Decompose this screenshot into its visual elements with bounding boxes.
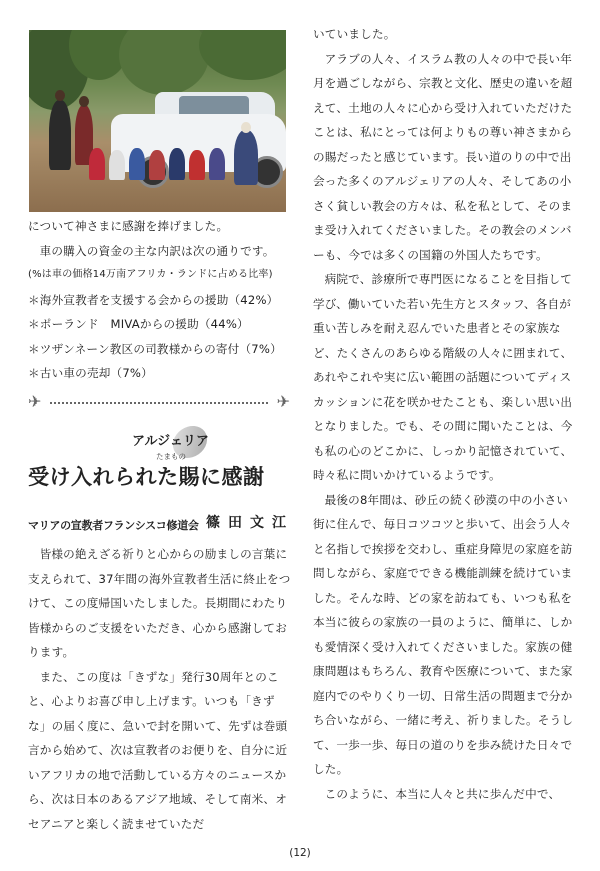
funding-item: ＊古い車の売却（7%） bbox=[28, 366, 153, 380]
paragraph: このように、本当に人々と共に歩んだ中で、 bbox=[324, 786, 561, 801]
paragraph: 皆様の絶えざる祈りと心からの励ましの言葉に支えられて、37年間の海外宣教者生活に終止をつけて、この度帰国いたしました。長期間にわたり皆様からのご支援をいただき、心から感謝しております。 bbox=[28, 547, 291, 659]
left-column bbox=[28, 214, 292, 386]
paragraph: 最後の8年間は、砂丘の続く砂漠の中の小さい街に住んで、毎日コツコツと歩いて、出会う人々と名指しで挨拶を交わし、重症身障児の家庭を訪問しながら、家庭でできる機能訓練を続けていました。そんな時、どの家を訪ねても、いつも私を本当に彼らの家族の一員のように、簡単に、しかも愛情深く受け入れてくださいました。家族の健康問題はもちろん、教育や医療について、また家庭内でのやりくり一切、日常生活の問題まで分かち合いながら、一緒に考え、祈りました。そうして、一歩一歩、毎日の道のりを歩み続けた日々でした。 bbox=[313, 492, 574, 776]
section-divider bbox=[28, 392, 290, 412]
author-name: 篠田文江 bbox=[206, 515, 294, 531]
funding-item: ＊海外宣教者を支援する会からの援助（42%） bbox=[28, 292, 279, 307]
paragraph: いていました。 bbox=[313, 27, 396, 41]
paragraph: 病院で、診療所で専門医になることを目指して学び、働いていた若い先生方とスタッフ、各自が重い苦しみを耐え忍んでいた患者とその家族など、たくさんのあらゆる階級の人々に囲まれて、あれやこれや実に広い範囲の話題についてディスカッションに花を咲かせたことも、楽しい思い出となりました。でも、その間に聞いたことは、今も私の心のどこかに、しっかり記憶されていて、時々私に問いかけているようです。 bbox=[313, 272, 573, 482]
title-text: 受け入れられた賜に感謝 bbox=[28, 465, 265, 489]
title-ruby: たまもの bbox=[156, 452, 186, 461]
funding-intro: 車の購入の資金の主な内訳は次の通りです。 bbox=[39, 243, 275, 258]
author-line bbox=[28, 514, 294, 533]
funding-item: ＊ポーランド MIVAからの援助（44%） bbox=[28, 317, 249, 331]
left-body bbox=[28, 542, 292, 836]
page-number: (12) bbox=[289, 847, 311, 859]
intro-end: について神さまに感謝を捧げました。 bbox=[28, 219, 229, 233]
funding-item: ＊ツザンネーン教区の司教様からの寄付（7%） bbox=[28, 341, 282, 356]
funding-note: (%は車の価格14万南アフリカ・ランドに占める比率) bbox=[28, 269, 273, 280]
paragraph: アラブの人々、イスラム教の人々の中で長い年月を過ごしながら、宗教と文化、歴史の違いを超えて、土地の人々に心から受け入れていただけたことは、私にとっては何よりもの尊い神さまからの賜だったと感じています。長い道のりの中で出会った多くのアルジェリアの人々、そしてあの小さく貧しい教会の方々は、私を私として、そのまま受け入れてくださいました。その教会のメンバーも、今では多くの国籍の外国人たちです。 bbox=[313, 51, 573, 262]
right-column bbox=[313, 22, 575, 806]
region-name: アルジェリア bbox=[132, 434, 209, 449]
group-photo bbox=[29, 30, 286, 212]
paragraph: また、この度は「きずな」発行30周年とのこと、心よりお喜び申し上げます。いつも「きずな」の届く度に、急いで封を開いて、先ずは巻頭言から始めて、次は宣教者のお便りを、自分に近いアフリカの地で活動している方々のニュースから、次は日本のあるアジア地域、そして南米、オセアニアと楽しく読ませていただ bbox=[28, 669, 288, 831]
airplane-icon: ✈ bbox=[28, 392, 42, 411]
airplane-icon: ✈ bbox=[276, 392, 290, 411]
author-org: マリアの宣教者フランシスコ修道会 bbox=[28, 519, 199, 532]
